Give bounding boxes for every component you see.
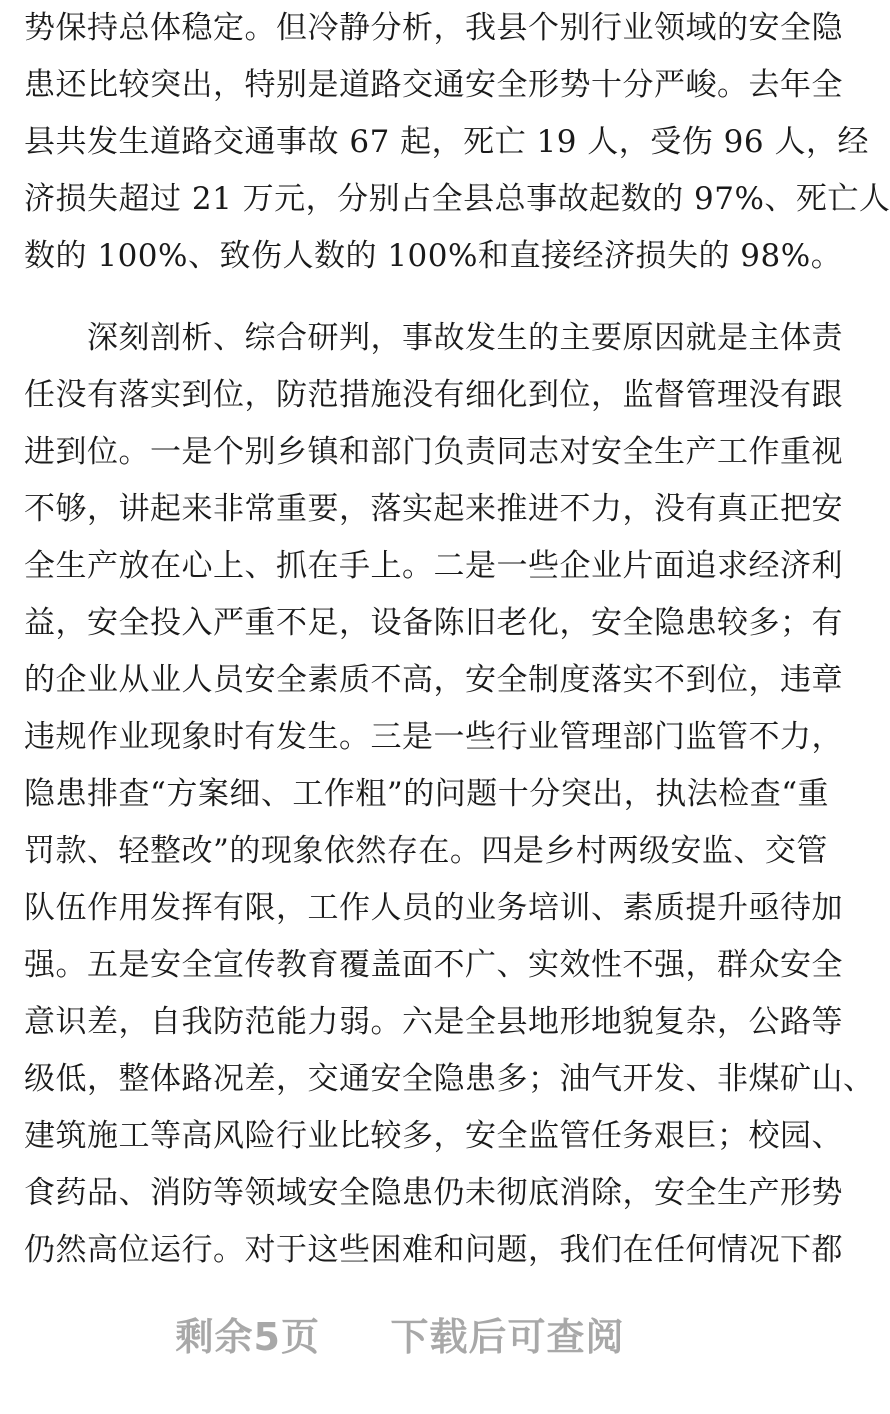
- text-line: 的企业从业人员安全素质不高，安全制度落实不到位，违章: [24, 662, 843, 698]
- download-hint-label: 下载后可查阅: [390, 1315, 625, 1359]
- text-line: 患还比较突出，特别是道路交通安全形势十分严峻。去年全: [24, 67, 843, 103]
- text-line: 任没有落实到位，防范措施没有细化到位，监督管理没有跟: [24, 377, 843, 413]
- text-line: 队伍作用发挥有限，工作人员的业务培训、素质提升亟待加: [24, 890, 843, 926]
- text-line: 食药品、消防等领域安全隐患仍未彻底消除，安全生产形势: [24, 1175, 843, 1211]
- text-line: 济损失超过 21 万元，分别占全县总事故起数的 97%、死亡人: [24, 181, 890, 217]
- text-line: 强。五是安全宣传教育覆盖面不广、实效性不强，群众安全: [24, 947, 843, 983]
- text-line: 仍然高位运行。对于这些困难和问题，我们在任何情况下都: [24, 1232, 843, 1268]
- text-line: 益，安全投入严重不足，设备陈旧老化，安全隐患较多；有: [24, 605, 843, 641]
- remaining-pages-label: 剩余5页: [175, 1315, 320, 1359]
- text-line: 违规作业现象时有发生。三是一些行业管理部门监管不力，: [24, 719, 843, 755]
- text-line: 不够，讲起来非常重要，落实起来推进不力，没有真正把安: [24, 491, 843, 527]
- text-line: 全生产放在心上、抓在手上。二是一些企业片面追求经济利: [24, 548, 843, 584]
- text-line: 罚款、轻整改”的现象依然存在。四是乡村两级安监、交管: [24, 833, 828, 869]
- text-line: 势保持总体稳定。但冷静分析，我县个别行业领域的安全隐: [24, 10, 843, 46]
- text-line: 隐患排查“方案细、工作粗”的问题十分突出，执法检查“重: [24, 776, 830, 812]
- text-line: 级低，整体路况差，交通安全隐患多；油气开发、非煤矿山、: [24, 1061, 875, 1097]
- text-line: 建筑施工等高风险行业比较多，安全监管任务艰巨；校园、: [24, 1118, 843, 1154]
- text-line: 县共发生道路交通事故 67 起，死亡 19 人，受伤 96 人，经: [24, 124, 869, 160]
- download-prompt[interactable]: [0, 1306, 800, 1366]
- text-line: 进到位。一是个别乡镇和部门负责同志对安全生产工作重视: [24, 434, 843, 470]
- text-line: 深刻剖析、综合研判，事故发生的主要原因就是主体责: [24, 320, 843, 356]
- document-body: [24, 0, 890, 1279]
- text-line: 数的 100%、致伤人数的 100%和直接经济损失的 98%。: [24, 238, 843, 274]
- text-line: 意识差，自我防范能力弱。六是全县地形地貌复杂，公路等: [24, 1004, 843, 1040]
- paragraph-gap: [24, 285, 780, 310]
